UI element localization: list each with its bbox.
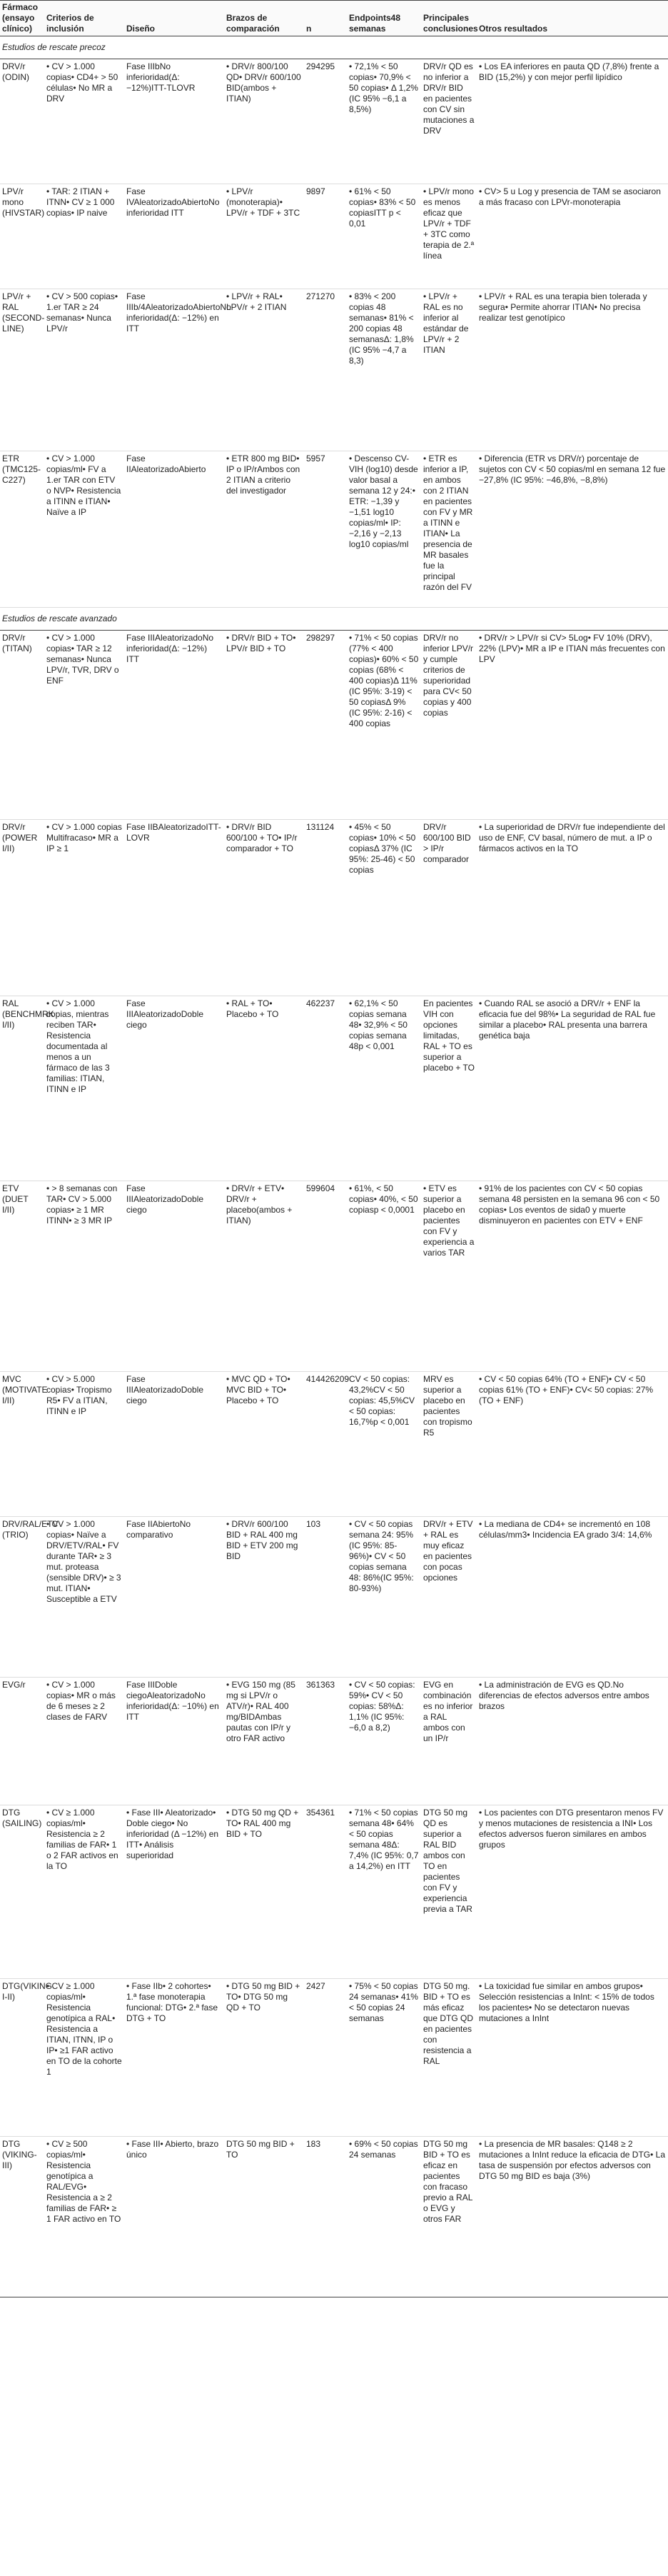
cell-otros: • La superioridad de DRV/r fue independiente del uso de ENF, CV basal, número de mut. a IP o fármacos activos en la TO [477, 820, 668, 996]
cell-n: 294295 [304, 59, 347, 184]
cell-conclusiones: En pacientes VIH con opciones limitadas, RAL + TO es superior a placebo + TO [421, 996, 477, 1181]
cell-n: 354361 [304, 1805, 347, 1979]
cell-otros: • Diferencia (ETR vs DRV/r) porcentaje de sujetos con CV < 50 copias/ml en semana 12 fue −27,8% (IC 95%: −46,8%, −8,8%) [477, 451, 668, 608]
cell-otros: • CV> 5 u Log y presencia de TAM se asociaron a más fracaso con LPVr-monoterapia [477, 184, 668, 289]
cell-conclusiones: • LPV/r mono es menos eficaz que LPV/r + TDF + 3TC como terapia de 2.ª línea [421, 184, 477, 289]
table-row [0, 184, 668, 289]
cell-n: 131124 [304, 820, 347, 996]
cell-diseno: Fase IIIb/4AleatorizadoAbiertoNo inferioridad(Δ: −12%) en ITT [124, 289, 224, 451]
cell-diseno: Fase IVAleatorizadoAbiertoNo inferioridad ITT [124, 184, 224, 289]
cell-brazos: • DRV/r + ETV• DRV/r + placebo(ambos + ITIAN) [224, 1181, 304, 1372]
cell-brazos: • DRV/r 600/100 BID + RAL 400 mg BID + ETV 200 mg BID [224, 1517, 304, 1678]
cell-criterios: • CV > 1.000 copias• MR o más de 6 meses ≥ 2 clases de FARV [44, 1678, 124, 1805]
cell-endpoints: • Descenso CV-VIH (log10) desde valor basal a semana 12 y 24:• ETR: −1,39 y −1,51 log10 copias/ml• IP: −2,16 y −2,13 log10 copias/ml [347, 451, 421, 608]
cell-n: 183 [304, 2137, 347, 2297]
cell-n: 271270 [304, 289, 347, 451]
cell-conclusiones: • ETV es superior a placebo en pacientes con FV y experiencia a varios TAR [421, 1181, 477, 1372]
cell-conclusiones: DRV/r 600/100 BID > IP/r comparador [421, 820, 477, 996]
cell-n: 2427 [304, 1979, 347, 2137]
cell-brazos: • DRV/r BID + TO• LPV/r BID + TO [224, 631, 304, 820]
header-brazos: Brazos de comparación [224, 1, 304, 36]
cell-farmaco: DTG (VIKING-III) [0, 2137, 44, 2297]
cell-criterios: • CV ≥ 1.000 copias/ml• Resistencia ≥ 2 familias de FAR• 1 o 2 FAR activos en la TO [44, 1805, 124, 1979]
table-row [0, 451, 668, 608]
cell-farmaco: ETV (DUET I/II) [0, 1181, 44, 1372]
table-row [0, 996, 668, 1181]
cell-criterios: • CV > 1.000 copias• TAR ≥ 12 semanas• Nunca LPV/r, TVR, DRV o ENF [44, 631, 124, 820]
table-row [0, 1181, 668, 1372]
table-row [0, 1979, 668, 2137]
table-row [0, 59, 668, 184]
cell-conclusiones: DTG 50 mg. BID + TO es más eficaz que DTG QD en pacientes con resistencia a RAL [421, 1979, 477, 2137]
cell-criterios: • CV ≥ 500 copias/ml• Resistencia genotípica a RAL/EVG• Resistencia a ≥ 2 familias de FAR• ≥ 1 FAR activo en TO [44, 2137, 124, 2297]
cell-brazos: • DRV/r 800/100 QD• DRV/r 600/100 BID(ambos + ITIAN) [224, 59, 304, 184]
cell-criterios: • CV > 1.000 copias, mientras reciben TAR• Resistencia documentada al menos a un fármaco de las 3 familias: ITIAN, ITINN e IP [44, 996, 124, 1181]
cell-endpoints: • 75% < 50 copias 24 semanas• 41% < 50 copias 24 semanas [347, 1979, 421, 2137]
cell-farmaco: DRV/r (ODIN) [0, 59, 44, 184]
cell-endpoints: • 83% < 200 copias 48 semanas• 81% < 200 copias 48 semanasΔ: 1,8% (IC 95% −4,7 a 8,3) [347, 289, 421, 451]
cell-farmaco: DTG(VIKING I-II) [0, 1979, 44, 2137]
table-row [0, 1678, 668, 1805]
cell-diseno: • Fase III• Abierto, brazo único [124, 2137, 224, 2297]
cell-endpoints: • 69% < 50 copias 24 semanas [347, 2137, 421, 2297]
cell-conclusiones: DTG 50 mg BID + TO es eficaz en pacientes con fracaso previo a RAL o EVG y otros FAR [421, 2137, 477, 2297]
cell-otros: • Los EA inferiores en pauta QD (7,8%) frente a BID (15,2%) y con mejor perfil lipídico [477, 59, 668, 184]
cell-diseno: Fase IIIAleatorizadoNo inferioridad(Δ: −12%) ITT [124, 631, 224, 820]
cell-n: 9897 [304, 184, 347, 289]
table-row [0, 631, 668, 820]
section-title-precoz: Estudios de rescate precoz [0, 36, 668, 59]
cell-otros: • Los pacientes con DTG presentaron menos FV y menos mutaciones de resistencia a INI• Los efectos adversos fueron similares en ambos grupos [477, 1805, 668, 1979]
cell-otros: • CV < 50 copias 64% (TO + ENF)• CV < 50 copias 61% (TO + ENF)• CV< 50 copias: 27% (TO + ENF) [477, 1372, 668, 1517]
cell-diseno: Fase IIAleatorizadoAbierto [124, 451, 224, 608]
cell-endpoints: • 62,1% < 50 copias semana 48• 32,9% < 50 copias semana 48p < 0,001 [347, 996, 421, 1181]
cell-conclusiones: EVG en combinación es no inferior a RAL ambos con un IP/r [421, 1678, 477, 1805]
cell-farmaco: DRV/RAL/ETV (TRIO) [0, 1517, 44, 1678]
cell-endpoints: • 71% < 50 copias semana 48• 64% < 50 copias semana 48Δ: 7,4% (IC 95%: 0,7 a 14,2%) en ITT [347, 1805, 421, 1979]
cell-otros: • La toxicidad fue similar en ambos grupos• Selección resistencias a InInt: < 15% de todos los pacientes• No se detectaron nuevas mutaciones a InInt [477, 1979, 668, 2137]
cell-brazos: • ETR 800 mg BID• IP o IP/rAmbos con 2 ITIAN a criterio del investigador [224, 451, 304, 608]
cell-otros: • La mediana de CD4+ se incrementó en 108 células/mm3• Incidencia EA grado 3/4: 14,6% [477, 1517, 668, 1678]
cell-criterios: • CV ≥ 1.000 copias/ml• Resistencia genotípica a RAL• Resistencia a ITIAN, ITNN, IP o IP• ≥1 FAR activo en TO de la cohorte 1 [44, 1979, 124, 2137]
cell-diseno: Fase IIIAleatorizadoDoble ciego [124, 996, 224, 1181]
header-farmaco: Fármaco (ensayo clínico) [0, 1, 44, 36]
cell-endpoints: CV < 50 copias: 43,2%CV < 50 copias: 45,5%CV < 50 copias: 16,7%p < 0,001 [347, 1372, 421, 1517]
table-row [0, 1805, 668, 1979]
cell-criterios: • CV > 1.000 copias Multifracaso• MR a IP ≥ 1 [44, 820, 124, 996]
cell-farmaco: ETR (TMC125-C227) [0, 451, 44, 608]
cell-brazos: • RAL + TO• Placebo + TO [224, 996, 304, 1181]
cell-diseno: • Fase IIb• 2 cohortes• 1.ª fase monoterapia funcional: DTG• 2.ª fase DTG + TO [124, 1979, 224, 2137]
header-criterios: Criterios de inclusión [44, 1, 124, 36]
table-row [0, 820, 668, 996]
cell-diseno: Fase IIAbiertoNo comparativo [124, 1517, 224, 1678]
header-endpoints: Endpoints48 semanas [347, 1, 421, 36]
section-row [0, 36, 668, 59]
cell-farmaco: LPV/r mono (HIVSTAR) [0, 184, 44, 289]
cell-criterios: • TAR: 2 ITIAN + ITNN• CV ≥ 1 000 copias• IP naive [44, 184, 124, 289]
cell-n: 361363 [304, 1678, 347, 1805]
cell-criterios: • CV > 500 copias• 1.er TAR ≥ 24 semanas• Nunca LPV/r [44, 289, 124, 451]
cell-farmaco: DRV/r (TITAN) [0, 631, 44, 820]
cell-diseno: Fase IIIbNo inferioridad(Δ: −12%)ITT-TLOVR [124, 59, 224, 184]
cell-endpoints: • 71% < 50 copias (77% < 400 copias)• 60% < 50 copias (68% < 400 copias)Δ 11%(IC 95%: 3-19) < 50 copiasΔ 9% (IC 95%: 2-16) < 400 copias [347, 631, 421, 820]
cell-diseno: Fase IIIAleatorizadoDoble ciego [124, 1372, 224, 1517]
table-header-row [0, 1, 668, 36]
cell-brazos: • DTG 50 mg QD + TO• RAL 400 mg BID + TO [224, 1805, 304, 1979]
cell-farmaco: RAL (BENCHMRK I/II) [0, 996, 44, 1181]
cell-brazos: DTG 50 mg BID + TO [224, 2137, 304, 2297]
table-row [0, 1372, 668, 1517]
cell-diseno: Fase IIIDoble ciegoAleatorizadoNo inferioridad(Δ: −10%) en ITT [124, 1678, 224, 1805]
cell-farmaco: MVC (MOTIVATE I/II) [0, 1372, 44, 1517]
cell-otros: • LPV/r + RAL es una terapia bien tolerada y segura• Permite ahorrar ITIAN• No precisa realizar test genotípico [477, 289, 668, 451]
cell-n: 414426209 [304, 1372, 347, 1517]
cell-conclusiones: • ETR es inferior a IP, en ambos con 2 ITIAN en pacientes con FV y MR a ITINN e ITIAN• La presencia de MR basales fue la principal razón del FV [421, 451, 477, 608]
cell-n: 5957 [304, 451, 347, 608]
cell-conclusiones: MRV es superior a placebo en pacientes con tropismo R5 [421, 1372, 477, 1517]
cell-otros: • DRV/r > LPV/r si CV> 5Log• FV 10% (DRV), 22% (LPV)• MR a IP e ITIAN más frecuentes con LPV [477, 631, 668, 820]
cell-endpoints: • CV < 50 copias semana 24: 95% (IC 95%: 85-96%)• CV < 50 copias semana 48: 86%(IC 95%: 80-93%) [347, 1517, 421, 1678]
cell-conclusiones: DTG 50 mg QD es superior a RAL BID ambos con TO en pacientes con FV y experiencia previa a TAR [421, 1805, 477, 1979]
cell-endpoints: • 72,1% < 50 copias• 70,9% < 50 copias• Δ 1,2% (IC 95% −6,1 a 8,5%) [347, 59, 421, 184]
cell-conclusiones: • LPV/r + RAL es no inferior al estándar de LPV/r + 2 ITIAN [421, 289, 477, 451]
cell-n: 599604 [304, 1181, 347, 1372]
cell-otros: • La administración de EVG es QD.No diferencias de efectos adversos entre ambos brazos [477, 1678, 668, 1805]
cell-farmaco: DTG (SAILING) [0, 1805, 44, 1979]
cell-n: 462237 [304, 996, 347, 1181]
cell-diseno: Fase IIIAleatorizadoDoble ciego [124, 1181, 224, 1372]
cell-brazos: • LPV/r (monoterapia)• LPV/r + TDF + 3TC [224, 184, 304, 289]
cell-otros: • La presencia de MR basales: Q148 ≥ 2 mutaciones a InInt reduce la eficacia de DTG• La tasa de suspensión por efectos adversos con DTG 50 mg BID es baja (3%) [477, 2137, 668, 2297]
cell-n: 298297 [304, 631, 347, 820]
cell-farmaco: LPV/r + RAL (SECOND-LINE) [0, 289, 44, 451]
cell-endpoints: • 61% < 50 copias• 83% < 50 copiasITT p < 0,01 [347, 184, 421, 289]
cell-conclusiones: DRV/r no inferior LPV/r y cumple criterios de superioridad para CV< 50 copias y 400 copias [421, 631, 477, 820]
cell-brazos: • DTG 50 mg BID + TO• DTG 50 mg QD + TO [224, 1979, 304, 2137]
cell-criterios: • CV > 5.000 copias• Tropismo R5• FV a ITIAN, ITINN e IP [44, 1372, 124, 1517]
header-n: n [304, 1, 347, 36]
cell-endpoints: • CV < 50 copias: 59%• CV < 50 copias: 58%Δ: 1,1% (IC 95%: −6,0 a 8,2) [347, 1678, 421, 1805]
cell-endpoints: • 61%, < 50 copias• 40%, < 50 copiasp < 0,0001 [347, 1181, 421, 1372]
cell-criterios: • CV > 1.000 copias• Naïve a DRV/ETV/RAL• FV durante TAR• ≥ 3 mut. proteasa (sensible DRV)• ≥ 3 mut. ITIAN• Susceptible a ETV [44, 1517, 124, 1678]
cell-brazos: • EVG 150 mg (85 mg si LPV/r o ATV/r)• RAL 400 mg/BIDAmbas pautas con IP/r y otro FAR activo [224, 1678, 304, 1805]
cell-brazos: • MVC QD + TO• MVC BID + TO• Placebo + TO [224, 1372, 304, 1517]
table-row [0, 289, 668, 451]
cell-endpoints: • 45% < 50 copias• 10% < 50 copiasΔ 37% (IC 95%: 25-46) < 50 copias [347, 820, 421, 996]
cell-brazos: • LPV/r + RAL• LPV/r + 2 ITIAN [224, 289, 304, 451]
section-title-avanzado: Estudios de rescate avanzado [0, 608, 668, 631]
cell-criterios: • CV > 1.000 copias/ml• FV a 1.er TAR con ETV o NVP• Resistencia a ITINN e ITIAN• Naïve a IP [44, 451, 124, 608]
cell-farmaco: DRV/r (POWER I/II) [0, 820, 44, 996]
section-row [0, 608, 668, 631]
header-conclusiones: Principales conclusiones [421, 1, 477, 36]
cell-otros: • Cuando RAL se asoció a DRV/r + ENF la eficacia fue del 98%• La seguridad de RAL fue similar a placebo• RAL presenta una barrera genética baja [477, 996, 668, 1181]
cell-farmaco: EVG/r [0, 1678, 44, 1805]
cell-diseno: Fase IIBAleatorizadoITT-LOVR [124, 820, 224, 996]
cell-criterios: • > 8 semanas con TAR• CV > 5.000 copias• ≥ 1 MR ITINN• ≥ 3 MR IP [44, 1181, 124, 1372]
cell-brazos: • DRV/r BID 600/100 + TO• IP/r comparador + TO [224, 820, 304, 996]
cell-conclusiones: DRV/r + ETV + RAL es muy eficaz en pacientes con pocas opciones [421, 1517, 477, 1678]
table-row [0, 2137, 668, 2297]
cell-criterios: • CV > 1.000 copias• CD4+ > 50 células• No MR a DRV [44, 59, 124, 184]
cell-conclusiones: DRV/r QD es no inferior a DRV/r BID en pacientes con CV sin mutaciones a DRV [421, 59, 477, 184]
table-row [0, 1517, 668, 1678]
cell-n: 103 [304, 1517, 347, 1678]
header-otros: Otros resultados [477, 1, 668, 36]
header-diseno: Diseño [124, 1, 224, 36]
cell-diseno: • Fase III• Aleatorizado• Doble ciego• No inferioridad (Δ −12%) en ITT• Análisis superioridad [124, 1805, 224, 1979]
cell-otros: • 91% de los pacientes con CV < 50 copias semana 48 persisten en la semana 96 con < 50 copias• Los eventos de sida0 y muerte disminuyeron en pacientes con ETV + ENF [477, 1181, 668, 1372]
